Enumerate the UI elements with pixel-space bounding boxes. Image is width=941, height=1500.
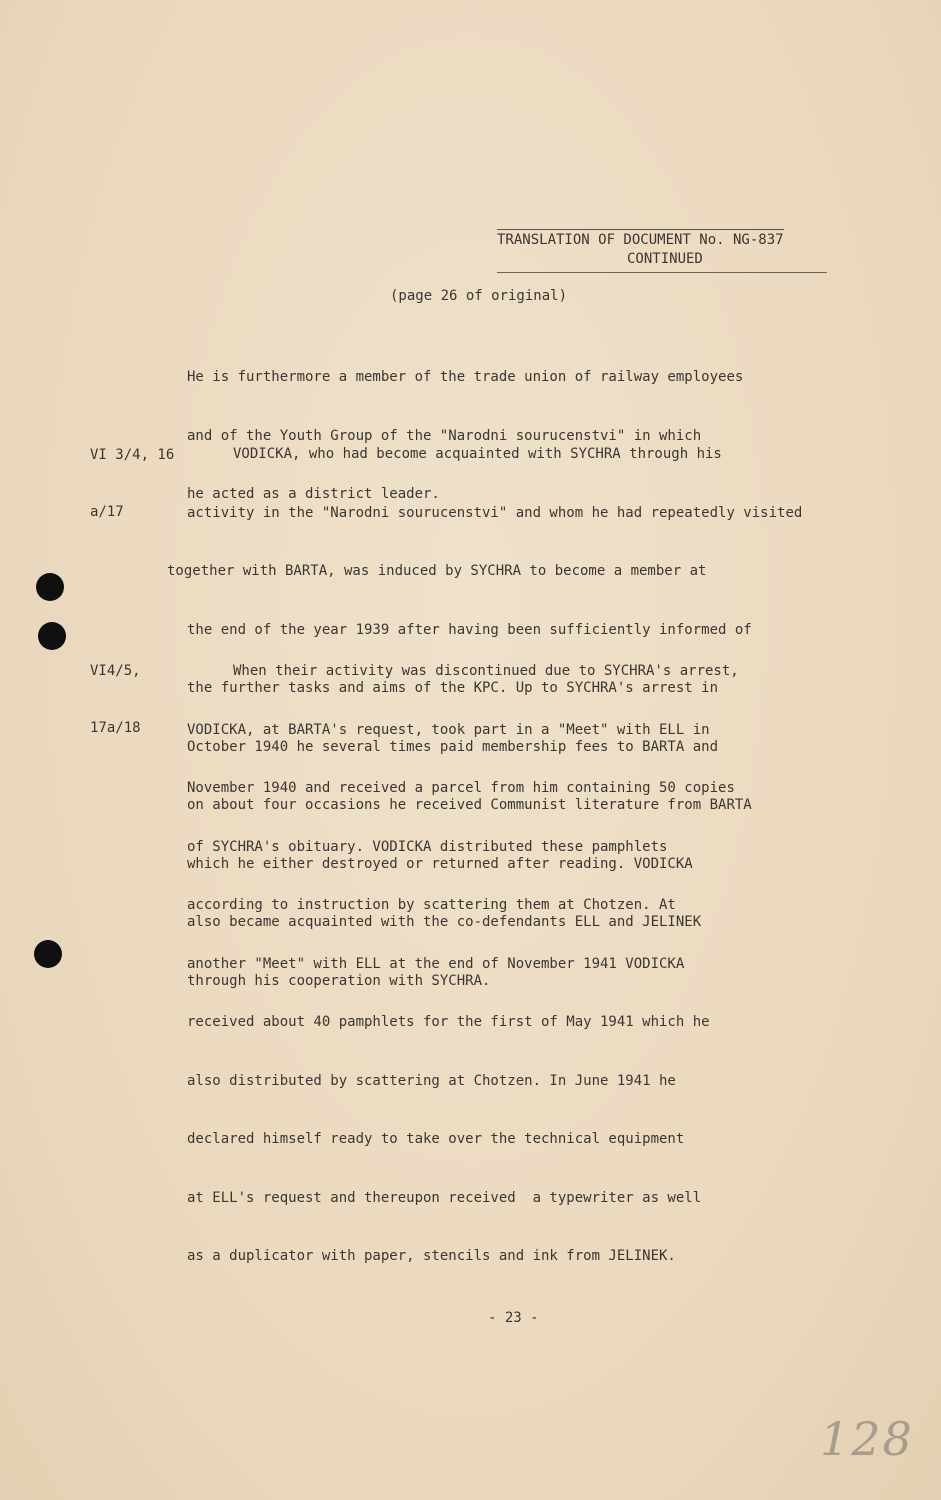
- punch-hole: [34, 940, 62, 968]
- section1-line: October 1940 he several times paid membership fees to BARTA and: [187, 738, 719, 755]
- margin-ref-line: a/17: [90, 504, 124, 520]
- intro-line: and of the Youth Group of the "Narodni sourucenstvi" in which: [187, 427, 702, 444]
- margin-ref-line: VI4/5,: [90, 663, 141, 679]
- margin-reference-2: [90, 624, 141, 776]
- section1-line: activity in the "Narodni sourucenstvi" and whom he had repeatedly visited: [187, 504, 803, 521]
- section2-line: another "Meet" with ELL at the end of November 1941 VODICKA: [187, 955, 685, 972]
- section2-paragraph: [187, 623, 739, 1306]
- section1-line: together with BARTA, was induced by SYCHRA to become a member at: [167, 563, 707, 579]
- punch-hole: [38, 622, 66, 650]
- page-reference: (page 26 of original): [390, 288, 568, 304]
- document-header: [497, 229, 784, 267]
- section1-line: which he either destroyed or returned after reading. VODICKA: [187, 855, 693, 872]
- section2-line: When their activity was discontinued due to SYCHRA's arrest,: [233, 663, 739, 679]
- section2-line: VODICKA, at BARTA's request, took part in a "Meet" with ELL in: [187, 721, 710, 738]
- section2-line: November 1940 and received a parcel from him containing 50 copies: [187, 780, 735, 796]
- margin-ref-line: 17a/18: [90, 720, 141, 736]
- section1-line: VODICKA, who had become acquainted with SYCHRA through his: [233, 446, 722, 462]
- intro-line: He is furthermore a member of the trade union of railway employees: [187, 369, 744, 385]
- section2-line: declared himself ready to take over the technical equipment: [187, 1131, 685, 1147]
- section2-line: according to instruction by scattering them at Chotzen. At: [187, 897, 676, 913]
- header-rule: [497, 272, 827, 273]
- page-number: - 23 -: [488, 1310, 539, 1326]
- section1-line: on about four occasions he received Communist literature from BARTA: [187, 797, 752, 813]
- section2-line: as a duplicator with paper, stencils and ink from JELINEK.: [187, 1248, 676, 1264]
- section2-line: received about 40 pamphlets for the first of May 1941 which he: [187, 1014, 710, 1030]
- section1-line: through his cooperation with SYCHRA.: [187, 972, 491, 989]
- section1-line: the further tasks and aims of the KPC. Up to SYCHRA's arrest in: [187, 680, 719, 696]
- margin-ref-line: VI 3/4, 16: [90, 447, 175, 463]
- section1-line: also became acquainted with the co-defendants ELL and JELINEK: [187, 914, 702, 930]
- intro-line: he acted as a district leader.: [187, 486, 440, 502]
- header-title: TRANSLATION OF DOCUMENT No. NG-837: [497, 229, 784, 250]
- margin-reference-1: [90, 408, 174, 560]
- section2-line: at ELL's request and thereupon received a typewriter as well: [187, 1189, 702, 1206]
- section1-line: the end of the year 1939 after having been sufficiently informed of: [187, 621, 752, 638]
- section2-line: of SYCHRA's obituary. VODICKA distributed these pamphlets: [187, 838, 668, 855]
- punch-hole: [36, 573, 64, 601]
- handwritten-page-number: 128: [820, 1412, 914, 1466]
- header-subtitle: CONTINUED: [627, 251, 703, 267]
- section2-line: also distributed by scattering at Chotzen. In June 1941 he: [187, 1072, 676, 1089]
